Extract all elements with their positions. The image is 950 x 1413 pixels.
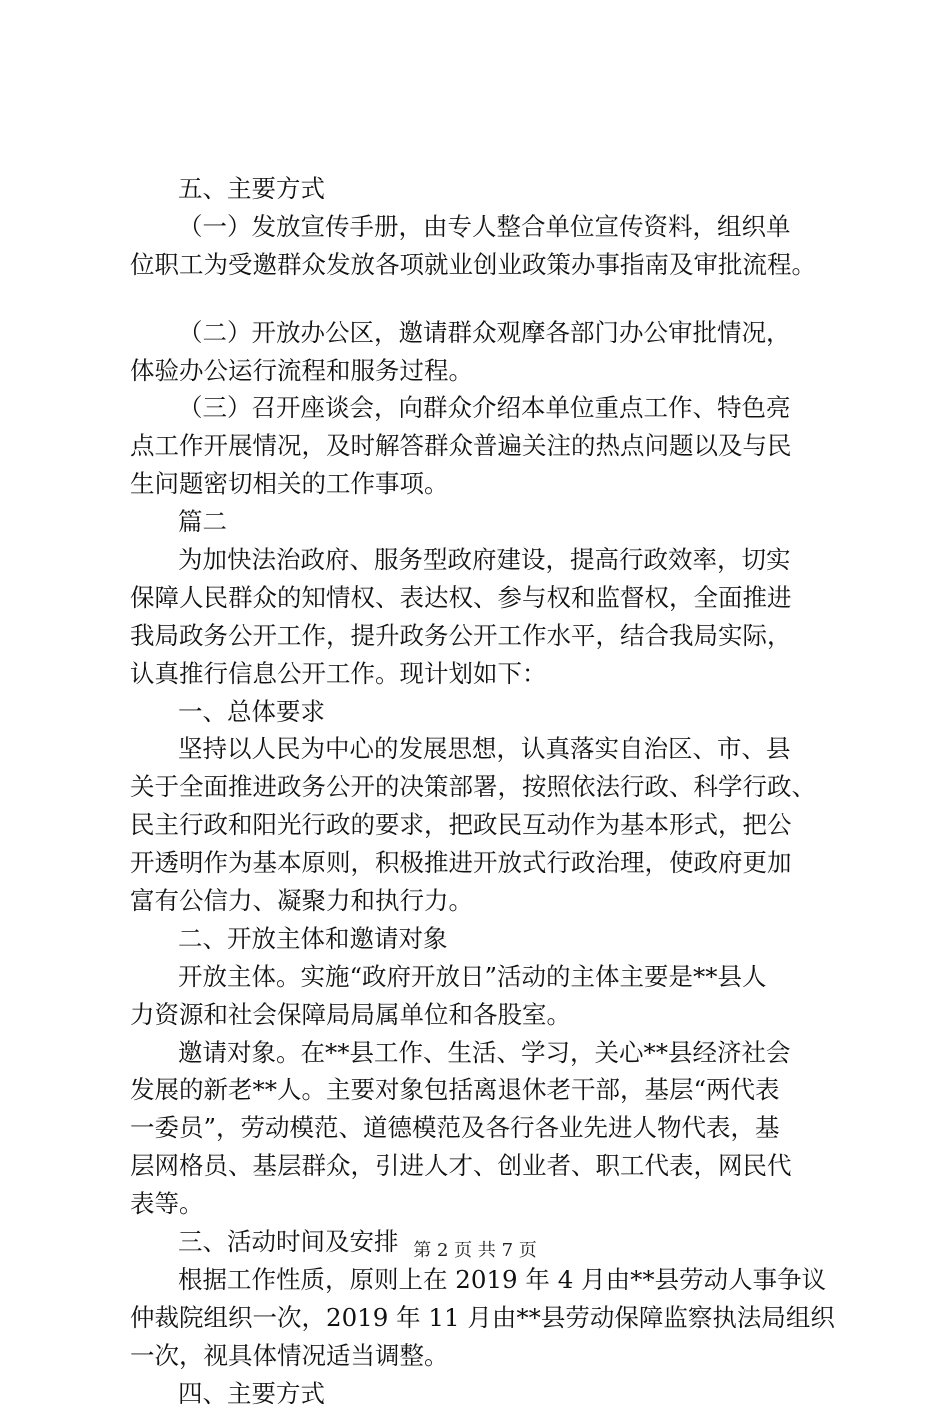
text-line: 力资源和社会保障局局属单位和各股室。 [130, 999, 571, 1029]
text-line: 坚持以人民为中心的发展思想，认真落实自治区、市、县 [178, 734, 791, 764]
text-line: 民主行政和阳光行政的要求，把政民互动作为基本形式，把公 [130, 810, 792, 840]
text-line: 邀请对象。在**县工作、生活、学习，关心**县经济社会 [178, 1037, 791, 1067]
text-line: 关于全面推进政务公开的决策部署，按照依法行政、科学行政、 [130, 772, 816, 802]
text-line: 一次，视具体情况适当调整。 [130, 1340, 449, 1370]
text-line: （三）召开座谈会，向群众介绍本单位重点工作、特色亮 [178, 393, 791, 423]
text-line: （二）开放办公区，邀请群众观摩各部门办公审批情况， [178, 317, 791, 347]
text-line: 篇二 [178, 507, 227, 537]
text-line: 一、总体要求 [178, 696, 325, 726]
page-footer: 第 2 页 共 7 页 [413, 1240, 537, 1261]
text-line: 四、主要方式 [178, 1378, 325, 1408]
text-line: 开透明作为基本原则，积极推进开放式行政治理，使政府更加 [130, 848, 792, 878]
text-line: 我局政务公开工作，提升政务公开工作水平，结合我局实际， [130, 620, 792, 650]
document-body [130, 170, 845, 1413]
text-line: 认真推行信息公开工作。现计划如下： [130, 658, 547, 688]
text-line: 保障人民群众的知情权、表达权、参与权和监督权，全面推进 [130, 582, 792, 612]
text-line: 位职工为受邀群众发放各项就业创业政策办事指南及审批流程。 [130, 249, 816, 279]
text-line: 体验办公运行流程和服务过程。 [130, 355, 473, 385]
text-line: 五、主要方式 [178, 174, 325, 203]
text-line: 发展的新老**人。主要对象包括离退休老干部，基层“两代表 [130, 1075, 780, 1105]
text-line: 开放主体。实施“政府开放日”活动的主体主要是**县人 [178, 961, 767, 991]
paragraph-gap [130, 284, 845, 314]
text-line: 根据工作性质，原则上在 2019 年 4 月由**县劳动人事争议 [178, 1264, 827, 1294]
text-line: 生问题密切相关的工作事项。 [130, 469, 449, 499]
text-line: 二、开放主体和邀请对象 [178, 923, 448, 953]
text-line: （一）发放宣传手册，由专人整合单位宣传资料，组织单 [178, 211, 791, 241]
text-line: 点工作开展情况，及时解答群众普遍关注的热点问题以及与民 [130, 431, 792, 461]
text-line: 表等。 [130, 1189, 204, 1219]
text-line: 一委员”，劳动模范、道德模范及各行各业先进人物代表，基 [130, 1113, 780, 1143]
text-line: 富有公信力、凝聚力和执行力。 [130, 886, 473, 916]
text-line: 三、活动时间及安排 [178, 1227, 399, 1257]
text-line: 层网格员、基层群众，引进人才、创业者、职工代表，网民代 [130, 1151, 792, 1181]
text-line: 为加快法治政府、服务型政府建设，提高行政效率，切实 [178, 545, 791, 575]
text-line: 仲裁院组织一次，2019 年 11 月由**县劳动保障监察执法局组织 [130, 1302, 835, 1332]
